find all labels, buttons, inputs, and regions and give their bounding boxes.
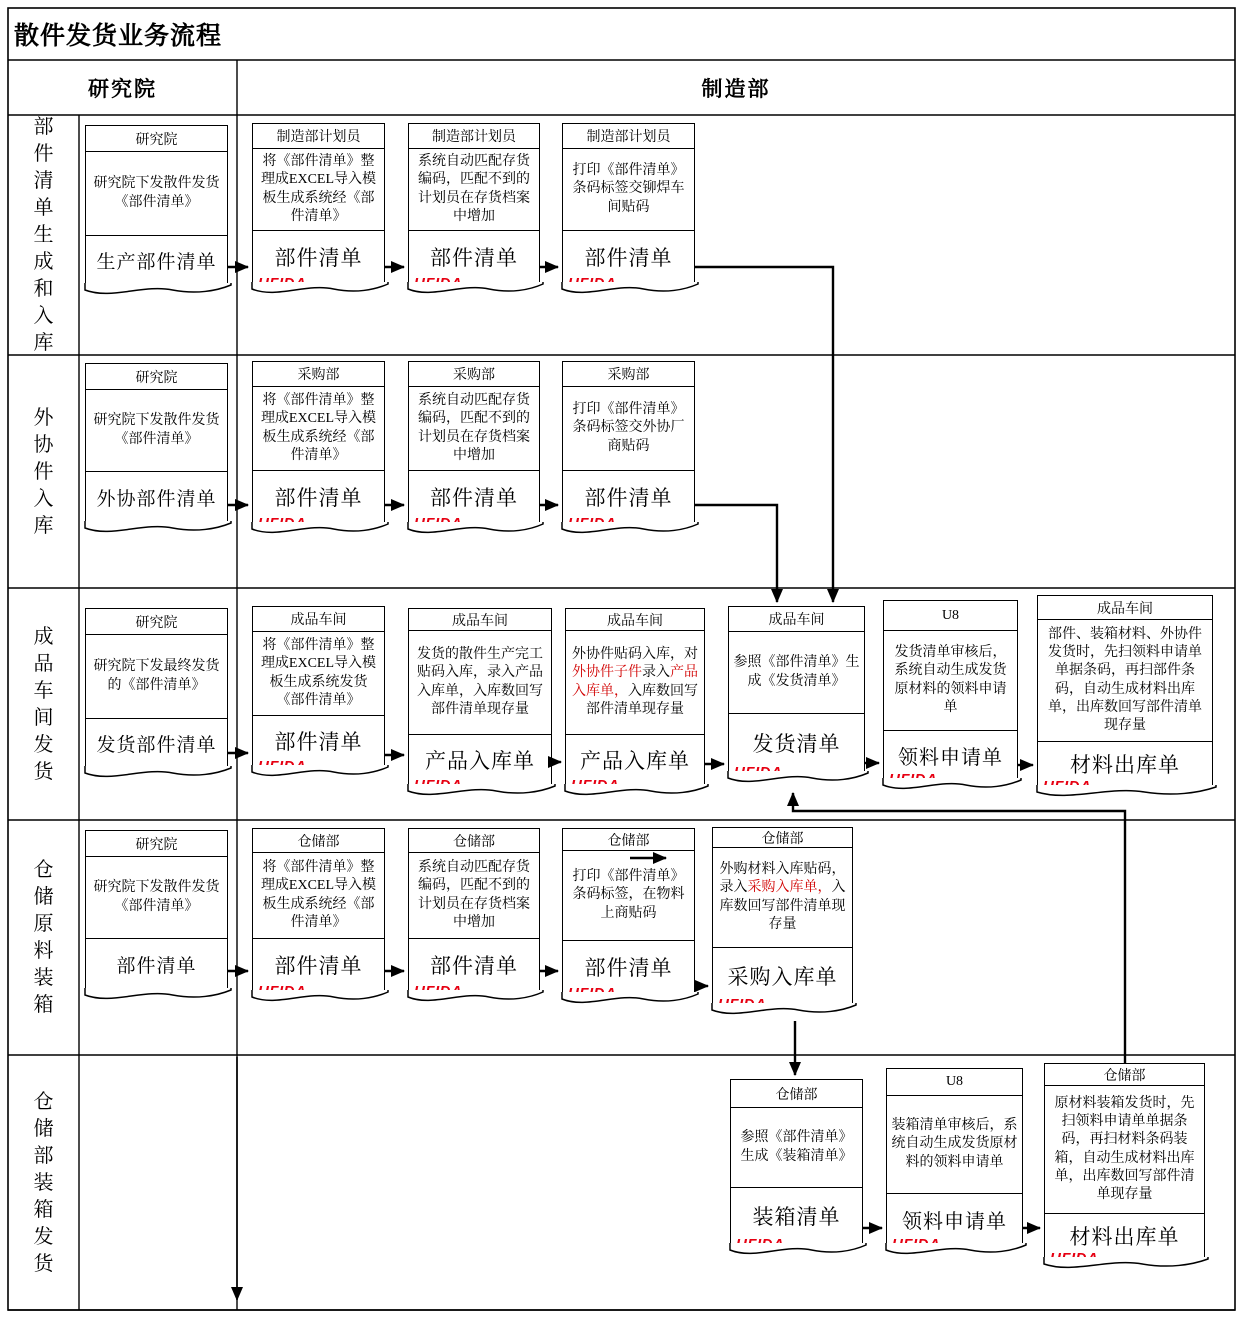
document-shape: [713, 948, 852, 1004]
process-card-r2b: [252, 361, 385, 522]
document-wave-edge: [408, 990, 543, 1008]
flow-arrow: [695, 505, 777, 602]
column-header-manufacturing: 制造部: [701, 76, 771, 101]
card-header: 制造部计划员: [563, 124, 694, 149]
card-body: 系统自动匹配存货编码，匹配不到的计划员在存货档案中增加: [409, 853, 539, 939]
card-header: 仓储部: [731, 1080, 862, 1108]
document-title: 材料出库单: [1069, 1225, 1180, 1249]
card-body: 参照《部件清单》生成《装箱清单》: [731, 1108, 862, 1188]
lane-label: 部 件 清 单 生 成 和 入 库: [33, 116, 54, 354]
process-card-r4c: [408, 828, 540, 990]
card-header: 成品车间: [566, 609, 704, 631]
process-card-r3b: [252, 606, 385, 765]
document-title: 产品入库单: [425, 749, 535, 773]
process-card-r3c: [408, 608, 552, 784]
document-wave-edge: [728, 771, 868, 789]
card-body: 打印《部件清单》条码标签交铆焊车间贴码: [563, 149, 694, 231]
card-header: 仓储部: [563, 829, 694, 851]
document-shape: [86, 472, 227, 522]
document-shape: [253, 716, 384, 766]
card-body: 系统自动匹配存货编码，匹配不到的计划员在存货档案中增加: [409, 149, 539, 231]
document-wave-edge: [712, 1003, 856, 1021]
card-body: 研究院下发最终发货的《部件清单》: [86, 635, 227, 719]
process-card-r1a: [85, 125, 228, 283]
document-shape: [1045, 1214, 1204, 1258]
document-title: 采购入库单: [727, 965, 838, 989]
card-header: 制造部计划员: [253, 124, 384, 149]
card-header: 成品车间: [253, 607, 384, 632]
document-title: 领料申请单: [898, 746, 1003, 769]
document-title: 部件清单: [584, 246, 673, 270]
card-header: 仓储部: [713, 828, 852, 848]
lane-label: 仓 储 原 料 装 箱: [33, 859, 54, 1016]
card-body: 参照《部件清单》生成《发货清单》: [729, 632, 864, 714]
card-body: 原材料装箱发货时，先扫领料申请单单据条码，再扫材料条码装箱，自动生成材料出库单，出库数回写部件清单现存量: [1045, 1086, 1204, 1214]
document-wave-edge: [85, 521, 231, 539]
document-wave-edge: [1037, 785, 1216, 803]
card-body: 系统自动匹配存货编码，匹配不到的计划员在存货档案中增加: [409, 387, 539, 471]
card-body: 装箱清单审核后，系统自动生成发货原材料的领料申请单: [887, 1096, 1022, 1194]
document-wave-edge: [730, 1243, 866, 1261]
document-title: 部件清单: [430, 486, 518, 510]
card-body: 将《部件清单》整理成EXCEL导入模板生成系统经《部件清单》: [253, 149, 384, 231]
card-header: 成品车间: [729, 607, 864, 632]
card-header: 仓储部: [1045, 1064, 1204, 1086]
card-header: 采购部: [563, 362, 694, 387]
card-header: 研究院: [86, 364, 227, 390]
document-wave-edge: [1044, 1257, 1208, 1275]
document-title: 发货清单: [752, 732, 841, 756]
document-wave-edge: [886, 1243, 1026, 1261]
document-wave-edge: [85, 283, 231, 301]
process-card-r5f: [886, 1068, 1023, 1243]
process-card-r3f: [883, 600, 1018, 778]
document-shape: [253, 939, 384, 991]
card-header: 仓储部: [409, 829, 539, 853]
document-title: 部件清单: [584, 486, 673, 510]
process-card-r2c: [408, 361, 540, 522]
document-shape: [563, 941, 694, 993]
card-body: 研究院下发散件发货《部件清单》: [86, 152, 227, 236]
card-body: 外协件贴码入库，对外协件子件录入产品入库单，入库数回写部件清单现存量: [566, 631, 704, 735]
card-header: 采购部: [253, 362, 384, 387]
process-card-r3e: [728, 606, 865, 771]
document-title: 发货部件清单: [96, 734, 217, 756]
document-shape: [731, 1188, 862, 1244]
document-shape: [86, 719, 227, 767]
process-card-r3g: [1037, 595, 1213, 785]
card-header: 研究院: [86, 126, 227, 152]
document-shape: [1038, 742, 1212, 786]
card-body: 将《部件清单》整理成EXCEL导入模板生成系统经《部件清单》: [253, 387, 384, 471]
card-header: 研究院: [86, 609, 227, 635]
card-header: U8: [887, 1069, 1022, 1096]
document-wave-edge: [562, 992, 698, 1010]
card-body: 研究院下发散件发货《部件清单》: [86, 390, 227, 472]
document-title: 部件清单: [274, 246, 363, 270]
document-shape: [729, 714, 864, 772]
document-shape: [253, 471, 384, 523]
document-title: 部件清单: [430, 246, 518, 270]
process-card-r5e: [730, 1079, 863, 1243]
document-wave-edge: [883, 778, 1021, 796]
document-wave-edge: [408, 522, 543, 540]
card-header: U8: [884, 601, 1017, 631]
lane-label: 成 品 车 间 发 货: [33, 625, 54, 783]
card-body: 打印《部件清单》条码标签交外协厂商贴码: [563, 387, 694, 471]
card-body: 将《部件清单》整理成EXCEL导入模板生成系统经《部件清单》: [253, 853, 384, 939]
card-body: 部件、装箱材料、外协件发货时，先扫领料申请单单据条码，再扫部件条码，自动生成材料出库单，出库数回写部件清单现存量: [1038, 620, 1212, 742]
document-wave-edge: [565, 784, 708, 802]
document-shape: [409, 231, 539, 283]
document-title: 部件清单: [430, 954, 518, 978]
process-card-r1b: [252, 123, 385, 282]
process-card-r5g: [1044, 1063, 1205, 1257]
lane-label: 外 协 件 入 库: [33, 406, 54, 537]
document-shape: [409, 471, 539, 523]
document-title: 装箱清单: [752, 1205, 841, 1229]
document-title: 外协部件清单: [96, 488, 217, 510]
document-wave-edge: [252, 990, 388, 1008]
card-header: 采购部: [409, 362, 539, 387]
document-wave-edge: [252, 765, 388, 783]
document-shape: [563, 231, 694, 283]
document-title: 部件清单: [274, 954, 363, 978]
process-card-r4a: [85, 830, 228, 988]
document-shape: [566, 735, 704, 785]
lane-label: 仓 储 部 装 箱 发 货: [33, 1090, 54, 1275]
document-title: 部件清单: [274, 730, 363, 754]
document-wave-edge: [408, 784, 555, 802]
document-title: 生产部件清单: [96, 251, 217, 273]
process-card-r2d: [562, 361, 695, 522]
document-title: 材料出库单: [1070, 753, 1180, 777]
process-card-r1c: [408, 123, 540, 282]
column-header-research-institute: 研究院: [88, 76, 157, 101]
card-body: 研究院下发散件发货《部件清单》: [86, 857, 227, 939]
document-wave-edge: [85, 766, 231, 784]
flow-arrow: [695, 267, 833, 602]
card-body: 发货清单审核后，系统自动生成发货原材料的领料申请单: [884, 631, 1017, 731]
card-header: 成品车间: [1038, 596, 1212, 620]
document-title: 领料申请单: [902, 1210, 1007, 1233]
process-card-r4d: [562, 828, 695, 992]
process-card-r1d: [562, 123, 695, 282]
card-header: 仓储部: [253, 829, 384, 853]
document-wave-edge: [408, 282, 543, 300]
document-wave-edge: [252, 282, 388, 300]
document-title: 部件清单: [116, 955, 197, 977]
document-shape: [887, 1194, 1022, 1244]
document-title: 产品入库单: [580, 749, 690, 773]
process-card-r4e: [712, 827, 853, 1003]
card-header: 制造部计划员: [409, 124, 539, 149]
document-shape: [86, 939, 227, 989]
document-wave-edge: [562, 522, 698, 540]
document-title: 部件清单: [274, 486, 363, 510]
process-card-r3d: [565, 608, 705, 784]
card-body: 外购材料入库贴码，录入采购入库单，入库数回写部件清单现存量: [713, 848, 852, 948]
card-header: 成品车间: [409, 609, 551, 631]
document-shape: [563, 471, 694, 523]
process-card-r4b: [252, 828, 385, 990]
document-title: 部件清单: [584, 956, 673, 980]
diagram-title: 散件发货业务流程: [14, 23, 223, 50]
document-shape: [253, 231, 384, 283]
document-wave-edge: [85, 988, 231, 1006]
document-shape: [409, 939, 539, 991]
document-shape: [884, 731, 1017, 779]
document-shape: [409, 735, 551, 785]
card-body: 打印《部件清单》条码标签，在物料上商贴码: [563, 851, 694, 941]
card-body: 发货的散件生产完工贴码入库，录入产品入库单，入库数回写部件清单现存量: [409, 631, 551, 735]
card-header: 研究院: [86, 831, 227, 857]
document-shape: [86, 236, 227, 284]
document-wave-edge: [562, 282, 698, 300]
card-body: 将《部件清单》整理成EXCEL导入模板生成系统发货《部件清单》: [253, 632, 384, 716]
document-wave-edge: [252, 522, 388, 540]
process-card-r3a: [85, 608, 228, 766]
process-card-r2a: [85, 363, 228, 521]
